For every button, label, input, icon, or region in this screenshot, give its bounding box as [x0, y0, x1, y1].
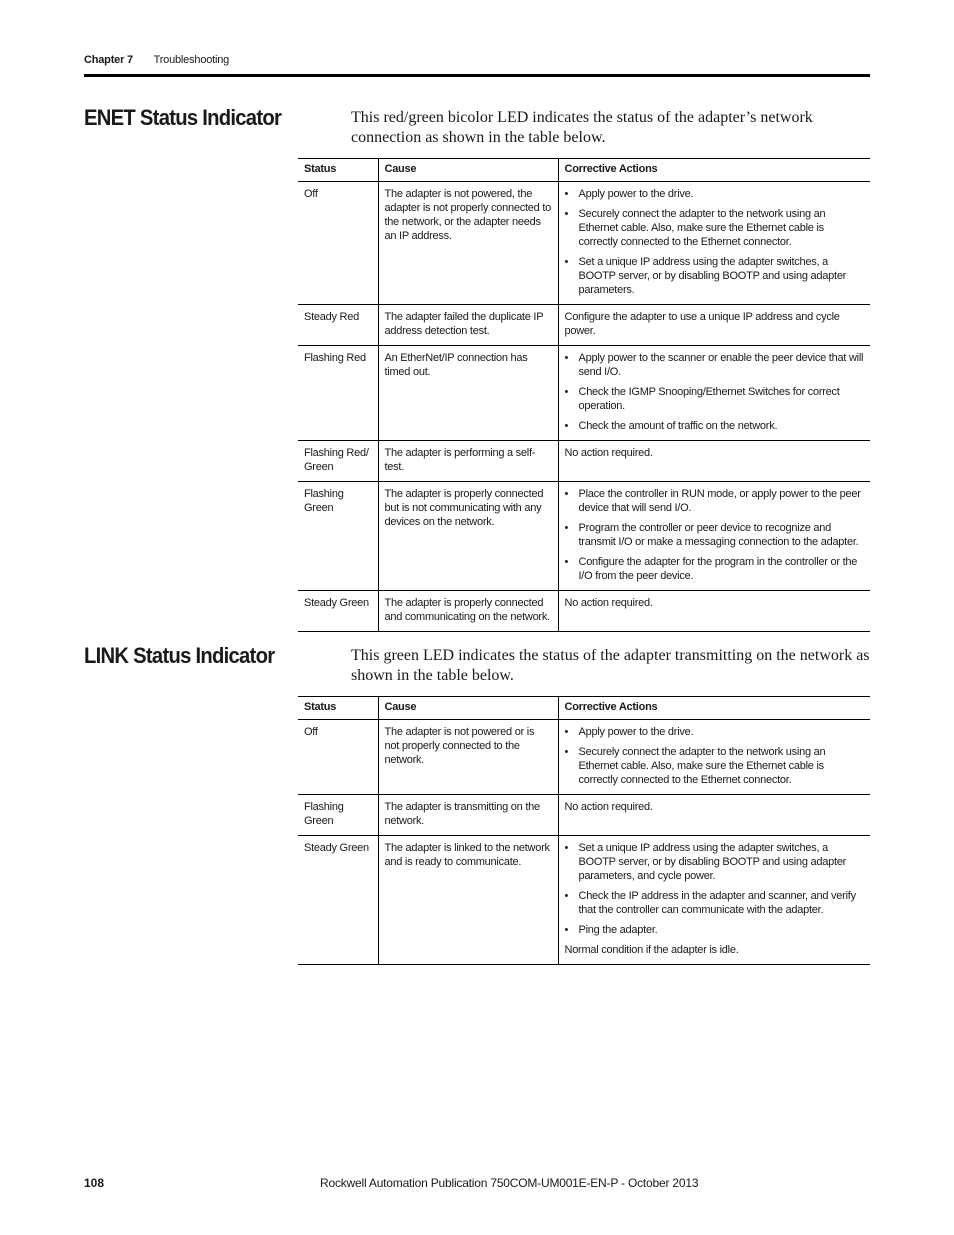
status-cell: Flashing Green	[298, 482, 378, 591]
enet-section-title: ENET Status Indicator	[84, 105, 282, 130]
actions-cell	[558, 836, 870, 965]
column-header-actions: Corrective Actions	[558, 697, 870, 720]
table-row	[298, 795, 870, 836]
section-label: Troubleshooting	[153, 54, 230, 66]
action-item: • Check the amount of traffic on the network.	[565, 419, 865, 433]
cause-cell: The adapter is performing a self-test.	[378, 441, 558, 482]
table-header-row	[298, 159, 870, 182]
action-item: • Program the controller or peer device to recognize and transmit I/O or make a messaging connection to the adapter.	[565, 521, 865, 549]
link-section-title: LINK Status Indicator	[84, 643, 275, 668]
column-header-cause: Cause	[378, 697, 558, 720]
column-header-status: Status	[298, 159, 378, 182]
action-item: • Ping the adapter.	[565, 923, 865, 937]
status-cell: Steady Green	[298, 591, 378, 632]
table-row	[298, 441, 870, 482]
actions-cell	[558, 346, 870, 441]
action-list	[565, 725, 865, 787]
actions-cell: No action required.	[558, 795, 870, 836]
actions-cell	[558, 182, 870, 305]
action-item: • Set a unique IP address using the adapter switches, a BOOTP server, or by disabling BOOTP and using adapter parameters.	[565, 255, 865, 297]
action-list	[565, 187, 865, 297]
link-status-table	[298, 696, 870, 965]
action-item: • Securely connect the adapter to the network using an Ethernet cable. Also, make sure the Ethernet cable is correctly connected to the Ethernet connector.	[565, 207, 865, 249]
cause-cell: The adapter is properly connected but is not communicating with any devices on the network.	[378, 482, 558, 591]
status-cell: Off	[298, 182, 378, 305]
action-item: • Check the IP address in the adapter and scanner, and verify that the controller can communicate with the adapter.	[565, 889, 865, 917]
table-row	[298, 591, 870, 632]
actions-cell: No action required.	[558, 441, 870, 482]
column-header-status: Status	[298, 697, 378, 720]
actions-cell: Configure the adapter to use a unique IP address and cycle power.	[558, 305, 870, 346]
action-note: Normal condition if the adapter is idle.	[564, 944, 739, 956]
action-item: • Check the IGMP Snooping/Ethernet Switches for correct operation.	[565, 385, 865, 413]
action-item: • Apply power to the drive.	[565, 725, 865, 739]
link-intro-text: This green LED indicates the status of the adapter transmitting on the network as shown in the table below.	[351, 647, 870, 684]
cause-cell: The adapter is not powered, the adapter is not properly connected to the network, or the adapter needs an IP address.	[378, 182, 558, 305]
action-list	[565, 841, 865, 937]
actions-cell	[558, 720, 870, 795]
table-header-row	[298, 697, 870, 720]
chapter-label: Chapter 7	[84, 54, 133, 66]
action-list	[565, 487, 865, 583]
table-row	[298, 182, 870, 305]
cause-cell: The adapter is transmitting on the network.	[378, 795, 558, 836]
actions-cell	[558, 482, 870, 591]
publication-info: Rockwell Automation Publication 750COM-UM001E-EN-P - October 2013	[320, 1176, 699, 1190]
action-item: • Securely connect the adapter to the network using an Ethernet cable. Also, make sure the Ethernet cable is correctly connected to the Ethernet connector.	[565, 745, 865, 787]
cause-cell: An EtherNet/IP connection has timed out.	[378, 346, 558, 441]
table-row	[298, 346, 870, 441]
action-item: • Set a unique IP address using the adapter switches, a BOOTP server, or by disabling BOOTP and using adapter parameters, and cycle power.	[565, 841, 865, 883]
action-item: • Place the controller in RUN mode, or apply power to the peer device that will send I/O.	[565, 487, 865, 515]
status-cell: Flashing Red	[298, 346, 378, 441]
status-cell: Off	[298, 720, 378, 795]
status-cell: Flashing Red/ Green	[298, 441, 378, 482]
table-row	[298, 720, 870, 795]
column-header-actions: Corrective Actions	[558, 159, 870, 182]
action-item: • Apply power to the scanner or enable the peer device that will send I/O.	[565, 351, 865, 379]
page-number: 108	[84, 1176, 105, 1190]
action-item: • Apply power to the drive.	[565, 187, 865, 201]
status-cell: Steady Green	[298, 836, 378, 965]
status-cell: Flashing Green	[298, 795, 378, 836]
cause-cell: The adapter failed the duplicate IP address detection test.	[378, 305, 558, 346]
status-cell: Steady Red	[298, 305, 378, 346]
running-header	[84, 54, 229, 66]
table-row	[298, 305, 870, 346]
table-row	[298, 836, 870, 965]
enet-intro-text: This red/green bicolor LED indicates the status of the adapter’s network connection as shown in the table below.	[351, 109, 813, 146]
action-item: • Configure the adapter for the program in the controller or the I/O from the peer device.	[565, 555, 865, 583]
header-rule	[84, 74, 870, 77]
cause-cell: The adapter is linked to the network and is ready to communicate.	[378, 836, 558, 965]
action-list	[565, 351, 865, 433]
cause-cell: The adapter is properly connected and communicating on the network.	[378, 591, 558, 632]
enet-status-table	[298, 158, 870, 632]
actions-cell: No action required.	[558, 591, 870, 632]
cause-cell: The adapter is not powered or is not properly connected to the network.	[378, 720, 558, 795]
table-row	[298, 482, 870, 591]
column-header-cause: Cause	[378, 159, 558, 182]
